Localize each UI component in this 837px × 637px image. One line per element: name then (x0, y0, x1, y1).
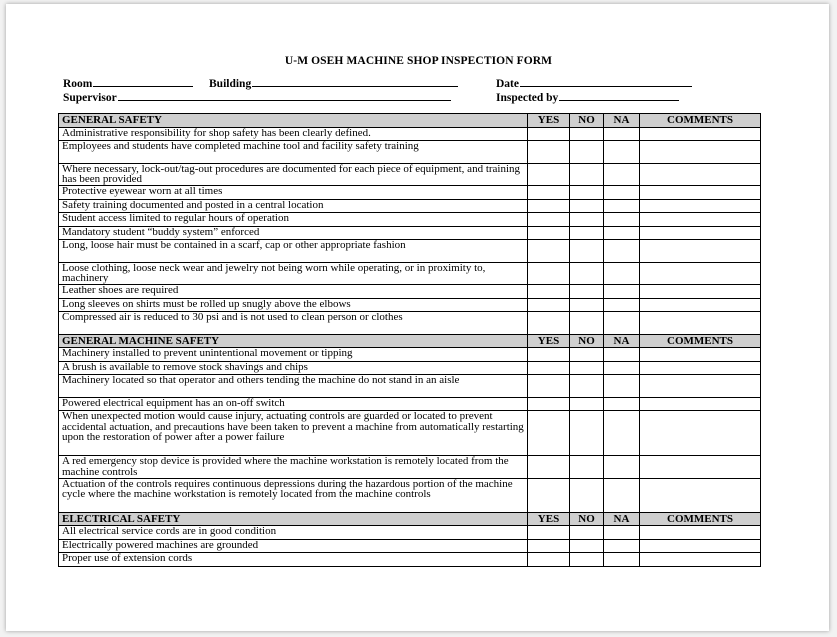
table-row (59, 213, 761, 227)
comments-cell[interactable] (640, 526, 761, 540)
na-cell[interactable] (604, 539, 640, 553)
na-cell[interactable] (604, 397, 640, 411)
comments-cell[interactable] (640, 285, 761, 299)
yes-cell[interactable] (528, 553, 570, 567)
no-cell[interactable] (570, 240, 604, 263)
no-cell[interactable] (570, 199, 604, 213)
no-cell[interactable] (570, 226, 604, 240)
table-row (59, 348, 761, 362)
inspected-by-label: Inspected by (496, 92, 559, 104)
date-field (496, 75, 692, 90)
checklist-item: Employees and students have completed machine tool and facility safety training (59, 141, 528, 164)
yes-cell[interactable] (528, 539, 570, 553)
no-cell[interactable] (570, 411, 604, 456)
na-cell[interactable] (604, 213, 640, 227)
yes-cell[interactable] (528, 348, 570, 362)
yes-cell[interactable] (528, 186, 570, 200)
no-cell[interactable] (570, 348, 604, 362)
checklist-item: All electrical service cords are in good condition (59, 526, 528, 540)
comments-cell[interactable] (640, 141, 761, 164)
na-cell[interactable] (604, 127, 640, 141)
building-blank[interactable] (252, 75, 458, 87)
no-cell[interactable] (570, 526, 604, 540)
table-row (59, 127, 761, 141)
checklist-item: Mandatory student “buddy system” enforced (59, 226, 528, 240)
table-row (59, 240, 761, 263)
table-row (59, 141, 761, 164)
na-cell[interactable] (604, 298, 640, 312)
checklist-item: A brush is available to remove stock shavings and chips (59, 361, 528, 375)
no-cell[interactable] (570, 553, 604, 567)
yes-cell[interactable] (528, 163, 570, 186)
na-cell[interactable] (604, 163, 640, 186)
no-cell[interactable] (570, 539, 604, 553)
table-row (59, 397, 761, 411)
column-yes-header: YES (528, 114, 570, 128)
comments-cell[interactable] (640, 163, 761, 186)
comments-cell[interactable] (640, 539, 761, 553)
comments-cell[interactable] (640, 456, 761, 479)
yes-cell[interactable] (528, 526, 570, 540)
yes-cell[interactable] (528, 199, 570, 213)
na-cell[interactable] (604, 141, 640, 164)
table-row (59, 456, 761, 479)
checklist-item: Machinery located so that operator and others tending the machine do not stand in an aisle (59, 375, 528, 398)
na-cell[interactable] (604, 361, 640, 375)
na-cell[interactable] (604, 226, 640, 240)
checklist-item: Actuation of the controls requires continuous depressions during the hazardous portion of the machine cycle where the machine workstation is remotely located from the machine controls (59, 478, 528, 512)
column-na-header: NA (604, 512, 640, 526)
na-cell[interactable] (604, 375, 640, 398)
checklist-item: Safety training documented and posted in a central location (59, 199, 528, 213)
yes-cell[interactable] (528, 262, 570, 285)
checklist-item: Protective eyewear worn at all times (59, 186, 528, 200)
table-row (59, 361, 761, 375)
column-comments-header: COMMENTS (640, 512, 761, 526)
checklist-item: Administrative responsibility for shop safety has been clearly defined. (59, 127, 528, 141)
column-no-header: NO (570, 334, 604, 348)
comments-cell[interactable] (640, 312, 761, 335)
comments-cell[interactable] (640, 127, 761, 141)
yes-cell[interactable] (528, 456, 570, 479)
comments-cell[interactable] (640, 213, 761, 227)
na-cell[interactable] (604, 526, 640, 540)
na-cell[interactable] (604, 285, 640, 299)
table-row (59, 375, 761, 398)
na-cell[interactable] (604, 186, 640, 200)
yes-cell[interactable] (528, 285, 570, 299)
column-yes-header: YES (528, 334, 570, 348)
comments-cell[interactable] (640, 411, 761, 456)
comments-cell[interactable] (640, 199, 761, 213)
na-cell[interactable] (604, 262, 640, 285)
column-no-header: NO (570, 114, 604, 128)
inspected-by-blank[interactable] (559, 89, 679, 101)
yes-cell[interactable] (528, 411, 570, 456)
supervisor-label: Supervisor (63, 92, 117, 104)
no-cell[interactable] (570, 213, 604, 227)
checklist-item: Long sleeves on shirts must be rolled up snugly above the elbows (59, 298, 528, 312)
section-header-electrical-safety (59, 512, 761, 526)
table-row (59, 262, 761, 285)
column-na-header: NA (604, 334, 640, 348)
na-cell[interactable] (604, 240, 640, 263)
no-cell[interactable] (570, 262, 604, 285)
section-title: GENERAL MACHINE SAFETY (59, 334, 528, 348)
yes-cell[interactable] (528, 298, 570, 312)
column-na-header: NA (604, 114, 640, 128)
building-label: Building (209, 78, 252, 90)
checklist-item: Long, loose hair must be contained in a scarf, cap or other appropriate fashion (59, 240, 528, 263)
section-header-general-safety (59, 114, 761, 128)
comments-cell[interactable] (640, 553, 761, 567)
comments-cell[interactable] (640, 240, 761, 263)
column-no-header: NO (570, 512, 604, 526)
yes-cell[interactable] (528, 397, 570, 411)
checklist-item: Leather shoes are required (59, 285, 528, 299)
checklist-item: Powered electrical equipment has an on-off switch (59, 397, 528, 411)
no-cell[interactable] (570, 361, 604, 375)
table-row (59, 285, 761, 299)
section-header-general-machine-safety (59, 334, 761, 348)
checklist-item: Compressed air is reduced to 30 psi and is not used to clean person or clothes (59, 312, 528, 335)
table-row (59, 298, 761, 312)
yes-cell[interactable] (528, 213, 570, 227)
na-cell[interactable] (604, 199, 640, 213)
no-cell[interactable] (570, 141, 604, 164)
yes-cell[interactable] (528, 375, 570, 398)
no-cell[interactable] (570, 312, 604, 335)
comments-cell[interactable] (640, 375, 761, 398)
table-row (59, 312, 761, 335)
na-cell[interactable] (604, 553, 640, 567)
comments-cell[interactable] (640, 478, 761, 512)
no-cell[interactable] (570, 186, 604, 200)
inspected-by-field (496, 89, 679, 104)
table-row (59, 226, 761, 240)
comments-cell[interactable] (640, 226, 761, 240)
room-field (63, 75, 193, 90)
checklist-item: When unexpected motion would cause injury, actuating controls are guarded or located to prevent accidental actuation, and precautions have been taken to prevent a machine from automatically restarting upon the restoration of power after a power failure (59, 411, 528, 456)
yes-cell[interactable] (528, 127, 570, 141)
no-cell[interactable] (570, 397, 604, 411)
na-cell[interactable] (604, 478, 640, 512)
no-cell[interactable] (570, 375, 604, 398)
na-cell[interactable] (604, 348, 640, 362)
form-title: U-M OSEH MACHINE SHOP INSPECTION FORM (284, 55, 553, 67)
table-row (59, 539, 761, 553)
column-comments-header: COMMENTS (640, 114, 761, 128)
table-row (59, 478, 761, 512)
section-title: GENERAL SAFETY (59, 114, 528, 128)
yes-cell[interactable] (528, 478, 570, 512)
supervisor-field (63, 89, 451, 104)
comments-cell[interactable] (640, 298, 761, 312)
yes-cell[interactable] (528, 312, 570, 335)
comments-cell[interactable] (640, 397, 761, 411)
table-row (59, 526, 761, 540)
supervisor-blank[interactable] (118, 89, 451, 101)
no-cell[interactable] (570, 478, 604, 512)
no-cell[interactable] (570, 298, 604, 312)
date-blank[interactable] (520, 75, 692, 87)
column-comments-header: COMMENTS (640, 334, 761, 348)
checklist-item: Student access limited to regular hours of operation (59, 213, 528, 227)
yes-cell[interactable] (528, 141, 570, 164)
na-cell[interactable] (604, 456, 640, 479)
checklist-item: A red emergency stop device is provided where the machine workstation is remotely located from the machine controls (59, 456, 528, 479)
na-cell[interactable] (604, 312, 640, 335)
date-label: Date (496, 78, 519, 90)
yes-cell[interactable] (528, 240, 570, 263)
no-cell[interactable] (570, 456, 604, 479)
yes-cell[interactable] (528, 361, 570, 375)
yes-cell[interactable] (528, 226, 570, 240)
checklist-item: Proper use of extension cords (59, 553, 528, 567)
table-row (59, 186, 761, 200)
checklist-item: Where necessary, lock-out/tag-out procedures are documented for each piece of equipment, and training has been provided (59, 163, 528, 186)
building-field (209, 75, 458, 90)
room-blank[interactable] (93, 75, 193, 87)
no-cell[interactable] (570, 285, 604, 299)
room-label: Room (63, 78, 93, 90)
table-row (59, 411, 761, 456)
inspection-table (58, 113, 761, 567)
na-cell[interactable] (604, 411, 640, 456)
comments-cell[interactable] (640, 361, 761, 375)
comments-cell[interactable] (640, 186, 761, 200)
column-yes-header: YES (528, 512, 570, 526)
checklist-item: Loose clothing, loose neck wear and jewelry not being worn while operating, or in proximity to, machinery (59, 262, 528, 285)
section-title: ELECTRICAL SAFETY (59, 512, 528, 526)
checklist-item: Electrically powered machines are grounded (59, 539, 528, 553)
table-row (59, 199, 761, 213)
comments-cell[interactable] (640, 262, 761, 285)
checklist-item: Machinery installed to prevent unintentional movement or tipping (59, 348, 528, 362)
table-row (59, 553, 761, 567)
table-row (59, 163, 761, 186)
comments-cell[interactable] (640, 348, 761, 362)
no-cell[interactable] (570, 163, 604, 186)
no-cell[interactable] (570, 127, 604, 141)
